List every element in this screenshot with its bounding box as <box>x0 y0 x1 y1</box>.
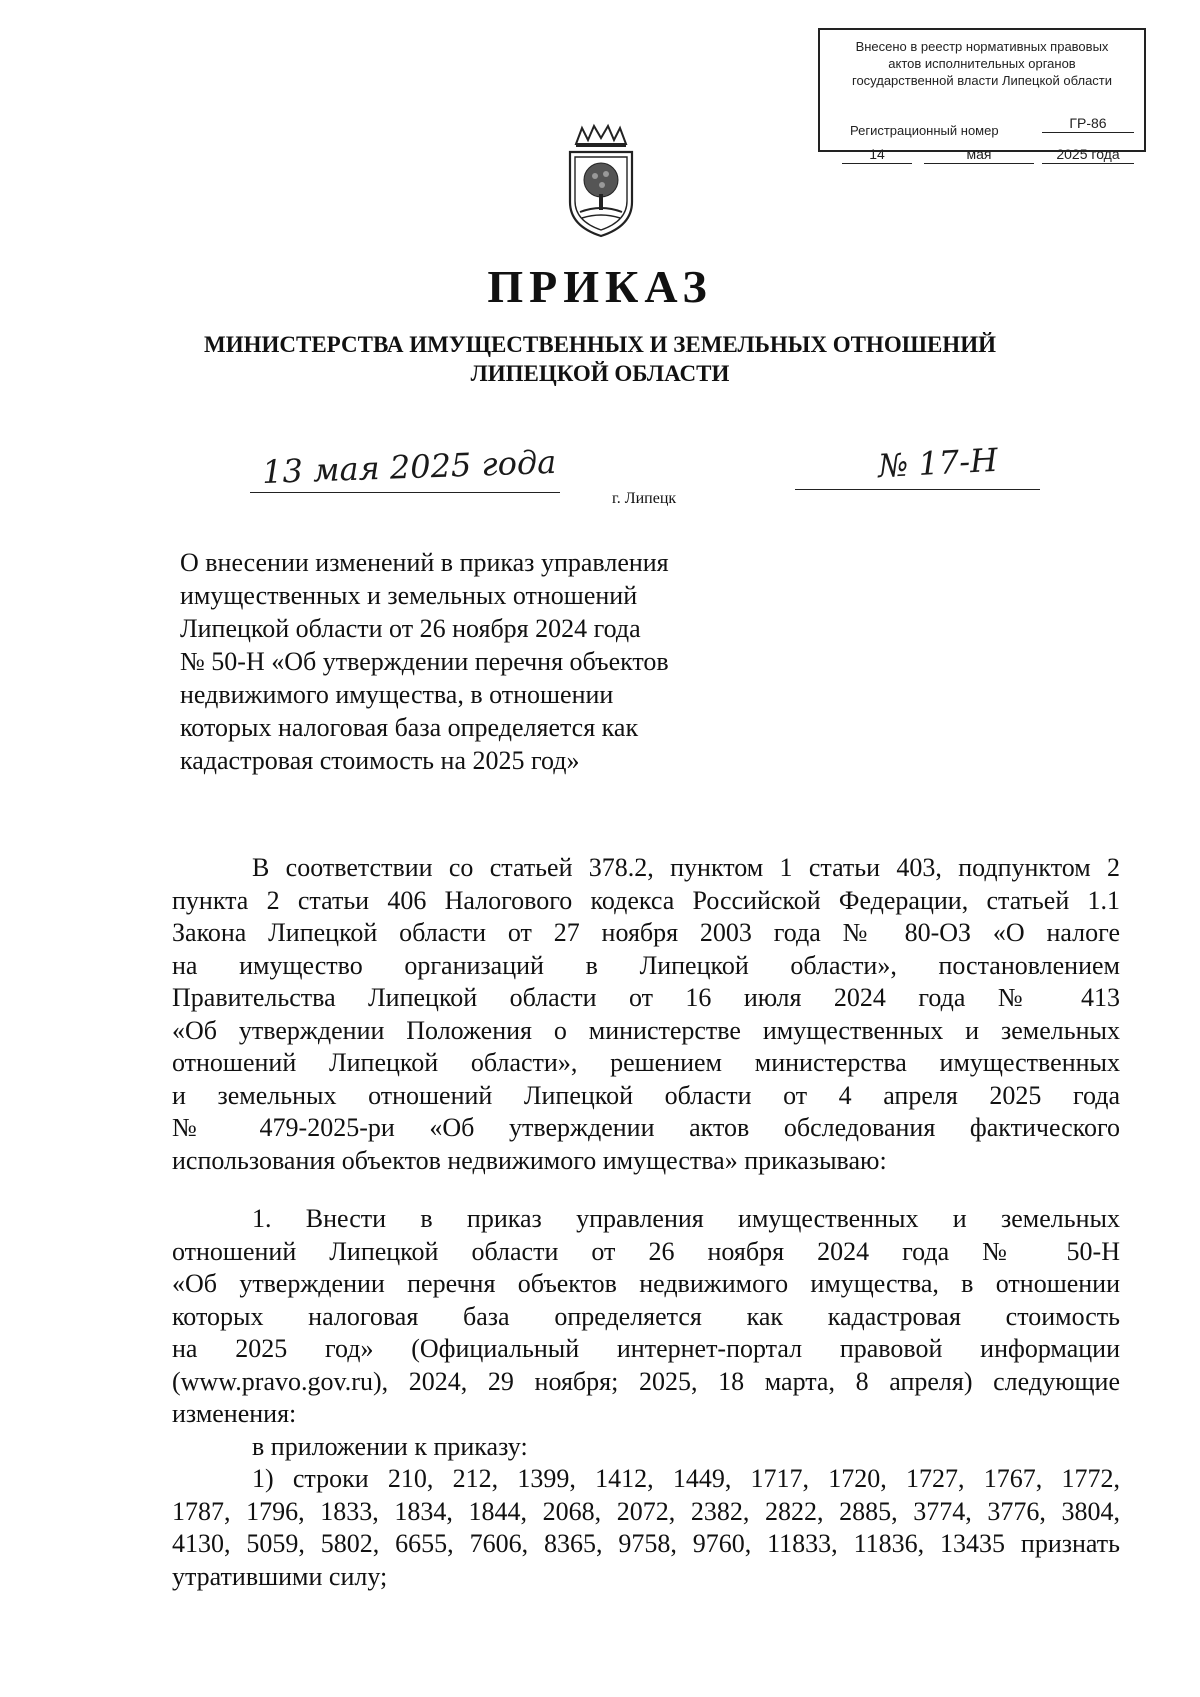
body-line: отношений Липецкой области от 26 ноября 2024 года № 50-Н <box>172 1236 1120 1266</box>
stamp-month: мая <box>924 145 1034 164</box>
handwritten-date: 13 мая 2025 года <box>261 442 557 492</box>
body-line: и земельных отношений Липецкой области от 4 апреля 2025 года <box>172 1080 1120 1110</box>
body-line: В соответствии со статьей 378.2, пунктом 1 статьи 403, подпунктом 2 <box>252 853 1120 882</box>
body-line: утратившими силу; <box>172 1561 388 1591</box>
ministry-line: ЛИПЕЦКОЙ ОБЛАСТИ <box>470 361 730 386</box>
preamble-paragraph <box>172 852 1120 1177</box>
appendix-intro: в приложении к приказу: <box>252 1431 528 1461</box>
subject-line: О внесении изменений в приказ управления <box>180 548 669 577</box>
document-title: ПРИКАЗ <box>487 261 713 312</box>
number-underline <box>795 489 1040 490</box>
body-line: использования объектов недвижимого имущества» приказываю: <box>172 1145 887 1175</box>
stamp-line: актов исполнительных органов <box>888 56 1076 71</box>
body-line: 1787, 1796, 1833, 1834, 1844, 2068, 2072, 2382, 2822, 2885, 3774, 3776, 3804, <box>172 1496 1120 1526</box>
body-line: 1. Внести в приказ управления имущественных и земельных <box>252 1204 1120 1233</box>
body-line: (www.pravo.gov.ru), 2024, 29 ноября; 2025, 18 марта, 8 апреля) следующие <box>172 1366 1120 1396</box>
body-line: Правительства Липецкой области от 16 июля 2024 года № 413 <box>172 983 1120 1012</box>
body-line: которых налоговая база определяется как кадастровая стоимость <box>172 1301 1120 1331</box>
subject-line: недвижимого имущества, в отношении <box>180 680 614 709</box>
body-line: «Об утверждении Положения о министерстве имущественных и земельных <box>172 1015 1120 1045</box>
stamp-reg-label: Регистрационный номер <box>850 123 999 138</box>
stamp-reg-number: ГР-86 <box>1042 114 1134 133</box>
stamp-year: 2025 года <box>1042 145 1134 164</box>
body-line: на 2025 год» (Официальный интернет-портал правовой информации <box>172 1334 1120 1363</box>
city-label: г. Липецк <box>612 490 677 507</box>
subitem-1-paragraph <box>172 1463 1120 1593</box>
subject-line: кадастровая стоимость на 2025 год» <box>180 746 580 775</box>
subject-line: имущественных и земельных отношений <box>180 581 638 610</box>
body-line: 1) строки 210, 212, 1399, 1412, 1449, 1717, 1720, 1727, 1767, 1772, <box>252 1464 1120 1493</box>
document-body <box>172 852 1120 1593</box>
stamp-line: государственной власти Липецкой области <box>851 73 1113 88</box>
body-line: Закона Липецкой области от 27 ноября 2003 года № 80-ОЗ «О налоге <box>172 918 1120 947</box>
stamp-line: Внесено в реестр нормативных правовых <box>855 39 1109 54</box>
stamp-day: 14 <box>842 145 912 164</box>
subject-line: которых налоговая база определяется как <box>180 713 639 742</box>
body-line: изменения: <box>172 1399 297 1428</box>
coat-of-arms-icon <box>562 122 640 242</box>
body-line: «Об утверждении перечня объектов недвижимого имущества, в отношении <box>172 1269 1120 1298</box>
subject-line: № 50-Н «Об утверждении перечня объектов <box>180 647 669 676</box>
registry-stamp <box>818 28 1146 162</box>
body-line: отношений Липецкой области», решением министерства имущественных <box>172 1048 1120 1077</box>
body-line: на имущество организаций в Липецкой области», постановлением <box>172 950 1120 980</box>
ministry-name <box>0 330 1200 388</box>
subject-block <box>180 546 740 777</box>
body-line: № 479-2025-ри «Об утверждении актов обследования фактического <box>172 1113 1120 1142</box>
body-line: пункта 2 статьи 406 Налогового кодекса Российской Федерации, статьей 1.1 <box>172 885 1120 915</box>
body-line: 4130, 5059, 5802, 6655, 7606, 8365, 9758, 9760, 11833, 11836, 13435 признать <box>172 1529 1120 1558</box>
ministry-line: МИНИСТЕРСТВА ИМУЩЕСТВЕННЫХ И ЗЕМЕЛЬНЫХ ОТНОШЕНИЙ <box>204 332 996 357</box>
item-1-paragraph <box>172 1203 1120 1431</box>
handwritten-number: № 17-Н <box>877 440 999 486</box>
date-underline <box>250 492 560 493</box>
subject-line: Липецкой области от 26 ноября 2024 года <box>180 614 641 643</box>
paragraph-gap <box>172 1177 1120 1203</box>
